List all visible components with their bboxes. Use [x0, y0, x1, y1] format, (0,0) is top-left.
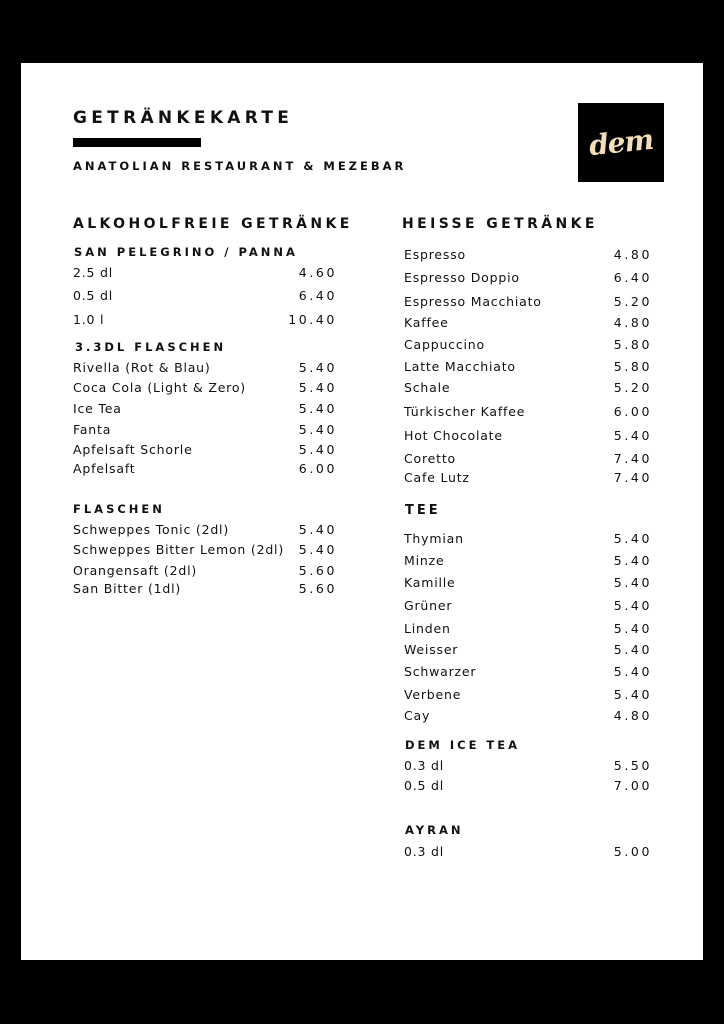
menu-item: 1.0 l 10.40: [73, 312, 337, 327]
menu-item: Türkischer Kaffee 6.00: [404, 404, 652, 419]
group-title-pelegrino: SAN PELEGRINO / PANNA: [74, 245, 298, 259]
menu-item: Orangensaft (2dl) 5.60: [73, 563, 337, 578]
group-title-ice-tea: DEM ICE TEA: [405, 738, 521, 752]
menu-item: Kaffee 4.80: [404, 315, 652, 330]
menu-item: Thymian 5.40: [404, 531, 652, 546]
section-title-alkoholfrei: ALKOHOLFREIE GETRÄNKE: [73, 216, 353, 232]
menu-item: Minze 5.40: [404, 553, 652, 568]
menu-item: Fanta 5.40: [73, 422, 337, 437]
menu-item: Apfelsaft 6.00: [73, 461, 337, 476]
menu-item: Schweppes Tonic (2dl) 5.40: [73, 522, 337, 537]
menu-item: 0.3 dl 5.00: [404, 844, 652, 859]
group-title-tee: TEE: [405, 503, 441, 518]
menu-item: 0.3 dl 5.50: [404, 758, 652, 773]
restaurant-name: ANATOLIAN RESTAURANT & MEZEBAR: [73, 159, 407, 173]
menu-item: Espresso 4.80: [404, 247, 652, 262]
menu-item: Schale 5.20: [404, 380, 652, 395]
menu-item: Cappuccino 5.80: [404, 337, 652, 352]
menu-item: Apfelsaft Schorle 5.40: [73, 442, 337, 457]
menu-item: 2.5 dl 4.60: [73, 265, 337, 280]
section-title-heisse: HEISSE GETRÄNKE: [402, 216, 598, 232]
menu-item: 0.5 dl 6.40: [73, 288, 337, 303]
menu-item: Coretto 7.40: [404, 451, 652, 466]
menu-item: Linden 5.40: [404, 621, 652, 636]
menu-item: Cay 4.80: [404, 708, 652, 723]
menu-item: Kamille 5.40: [404, 575, 652, 590]
menu-item: Espresso Macchiato 5.20: [404, 294, 652, 309]
menu-item: Schwarzer 5.40: [404, 664, 652, 679]
group-title-flaschen: FLASCHEN: [73, 502, 165, 516]
menu-item: Rivella (Rot & Blau) 5.40: [73, 360, 337, 375]
menu-item: Coca Cola (Light & Zero) 5.40: [73, 380, 337, 395]
menu-item: Verbene 5.40: [404, 687, 652, 702]
menu-item: 0.5 dl 7.00: [404, 778, 652, 793]
group-title-ayran: AYRAN: [405, 823, 464, 837]
menu-page: [21, 63, 703, 960]
menu-item: Ice Tea 5.40: [73, 401, 337, 416]
menu-item: Hot Chocolate 5.40: [404, 428, 652, 443]
menu-item: San Bitter (1dl) 5.60: [73, 581, 337, 596]
title-underline: [73, 138, 201, 147]
menu-item: Weisser 5.40: [404, 642, 652, 657]
menu-item: Espresso Doppio 6.40: [404, 270, 652, 285]
menu-item: Schweppes Bitter Lemon (2dl) 5.40: [73, 542, 337, 557]
group-title-flaschen-33: 3.3DL FLASCHEN: [75, 340, 227, 354]
dem-logo: [578, 103, 664, 182]
menu-item: Grüner 5.40: [404, 598, 652, 613]
menu-item: Cafe Lutz 7.40: [404, 470, 652, 485]
menu-title: GETRÄNKEKARTE: [73, 108, 294, 128]
logo-text: dem: [587, 122, 655, 163]
menu-item: Latte Macchiato 5.80: [404, 359, 652, 374]
